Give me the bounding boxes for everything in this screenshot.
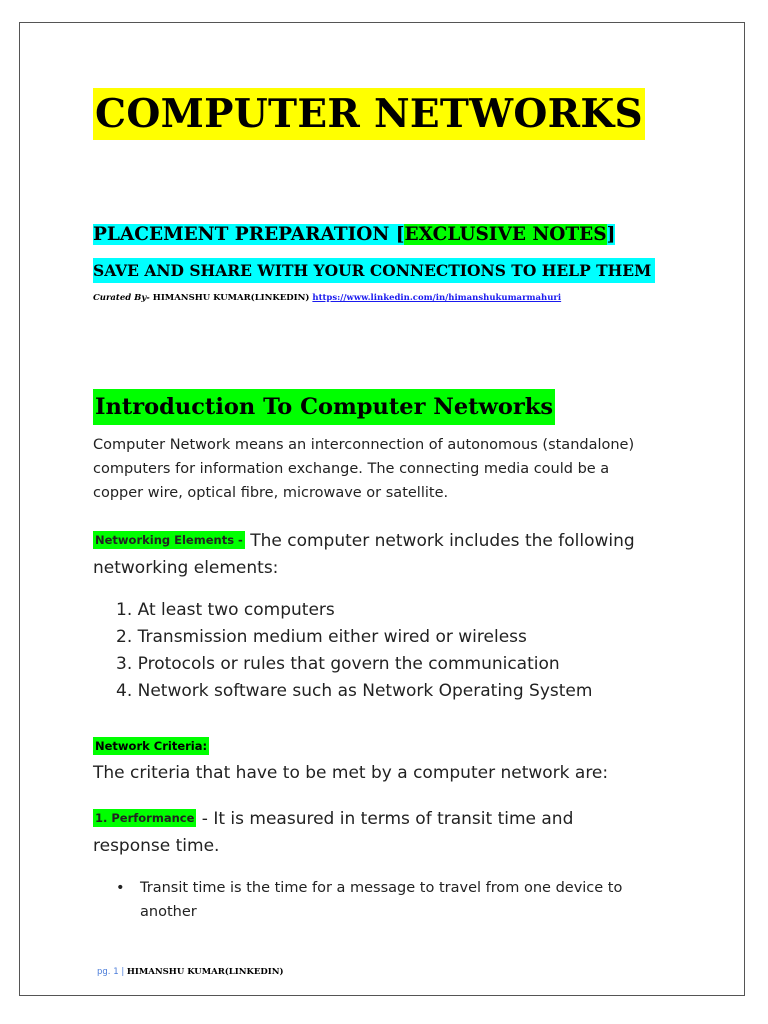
intro-paragraph: Computer Network means an interconnection of autonomous (standalone) computers for information exchange. The connecting media could be a copper wire, optical fibre, microwave or satellite. (93, 437, 635, 501)
subtitle-part-3: ] (606, 224, 616, 245)
network-criteria-label-wrap (93, 737, 209, 756)
footer-author: HIMANSHU KUMAR(LINKEDIN) (126, 967, 284, 977)
list-item: 1. At least two computers (116, 600, 335, 620)
networking-elements-text: The computer network includes the following networking elements: (93, 531, 635, 578)
curated-by-line (93, 292, 561, 304)
performance-text: - It is measured in terms of transit time and response time. (93, 809, 574, 856)
subtitle (93, 222, 615, 248)
linkedin-link[interactable]: https://www.linkedin.com/in/himanshukumarmahuri (312, 293, 562, 303)
networking-elements-paragraph (93, 527, 653, 582)
bullet-text: Transit time is the time for a message to travel from one device to another (140, 880, 623, 920)
section-heading: Introduction To Computer Networks (93, 389, 555, 425)
subtitle-part-1: PLACEMENT PREPARATION [ (93, 224, 405, 245)
networking-elements-label: Networking Elements - (95, 533, 243, 547)
page-number: pg. 1 (97, 967, 119, 977)
list-item: 2. Transmission medium either wired or wireless (116, 627, 527, 647)
list-item: 4. Network software such as Network Operating System (116, 681, 593, 701)
elements-list (116, 597, 592, 705)
curated-prefix: Curated By- (93, 293, 150, 303)
share-line: SAVE AND SHARE WITH YOUR CONNECTIONS TO HELP THEM (93, 258, 655, 283)
footer-separator: | (121, 967, 125, 977)
page-footer (97, 966, 284, 978)
subtitle-part-2: EXCLUSIVE NOTES (404, 224, 607, 245)
performance-label: 1. Performance (95, 811, 195, 825)
list-item: 3. Protocols or rules that govern the communication (116, 654, 560, 674)
bullet-icon: • (116, 880, 125, 896)
network-criteria-label: Network Criteria: (95, 739, 208, 753)
bullet-item (116, 876, 676, 924)
performance-paragraph (93, 805, 653, 860)
document-title: COMPUTER NETWORKS (93, 88, 645, 140)
curated-author: HIMANSHU KUMAR(LINKEDIN) (149, 293, 313, 303)
network-criteria-text: The criteria that have to be met by a computer network are: (93, 763, 609, 783)
